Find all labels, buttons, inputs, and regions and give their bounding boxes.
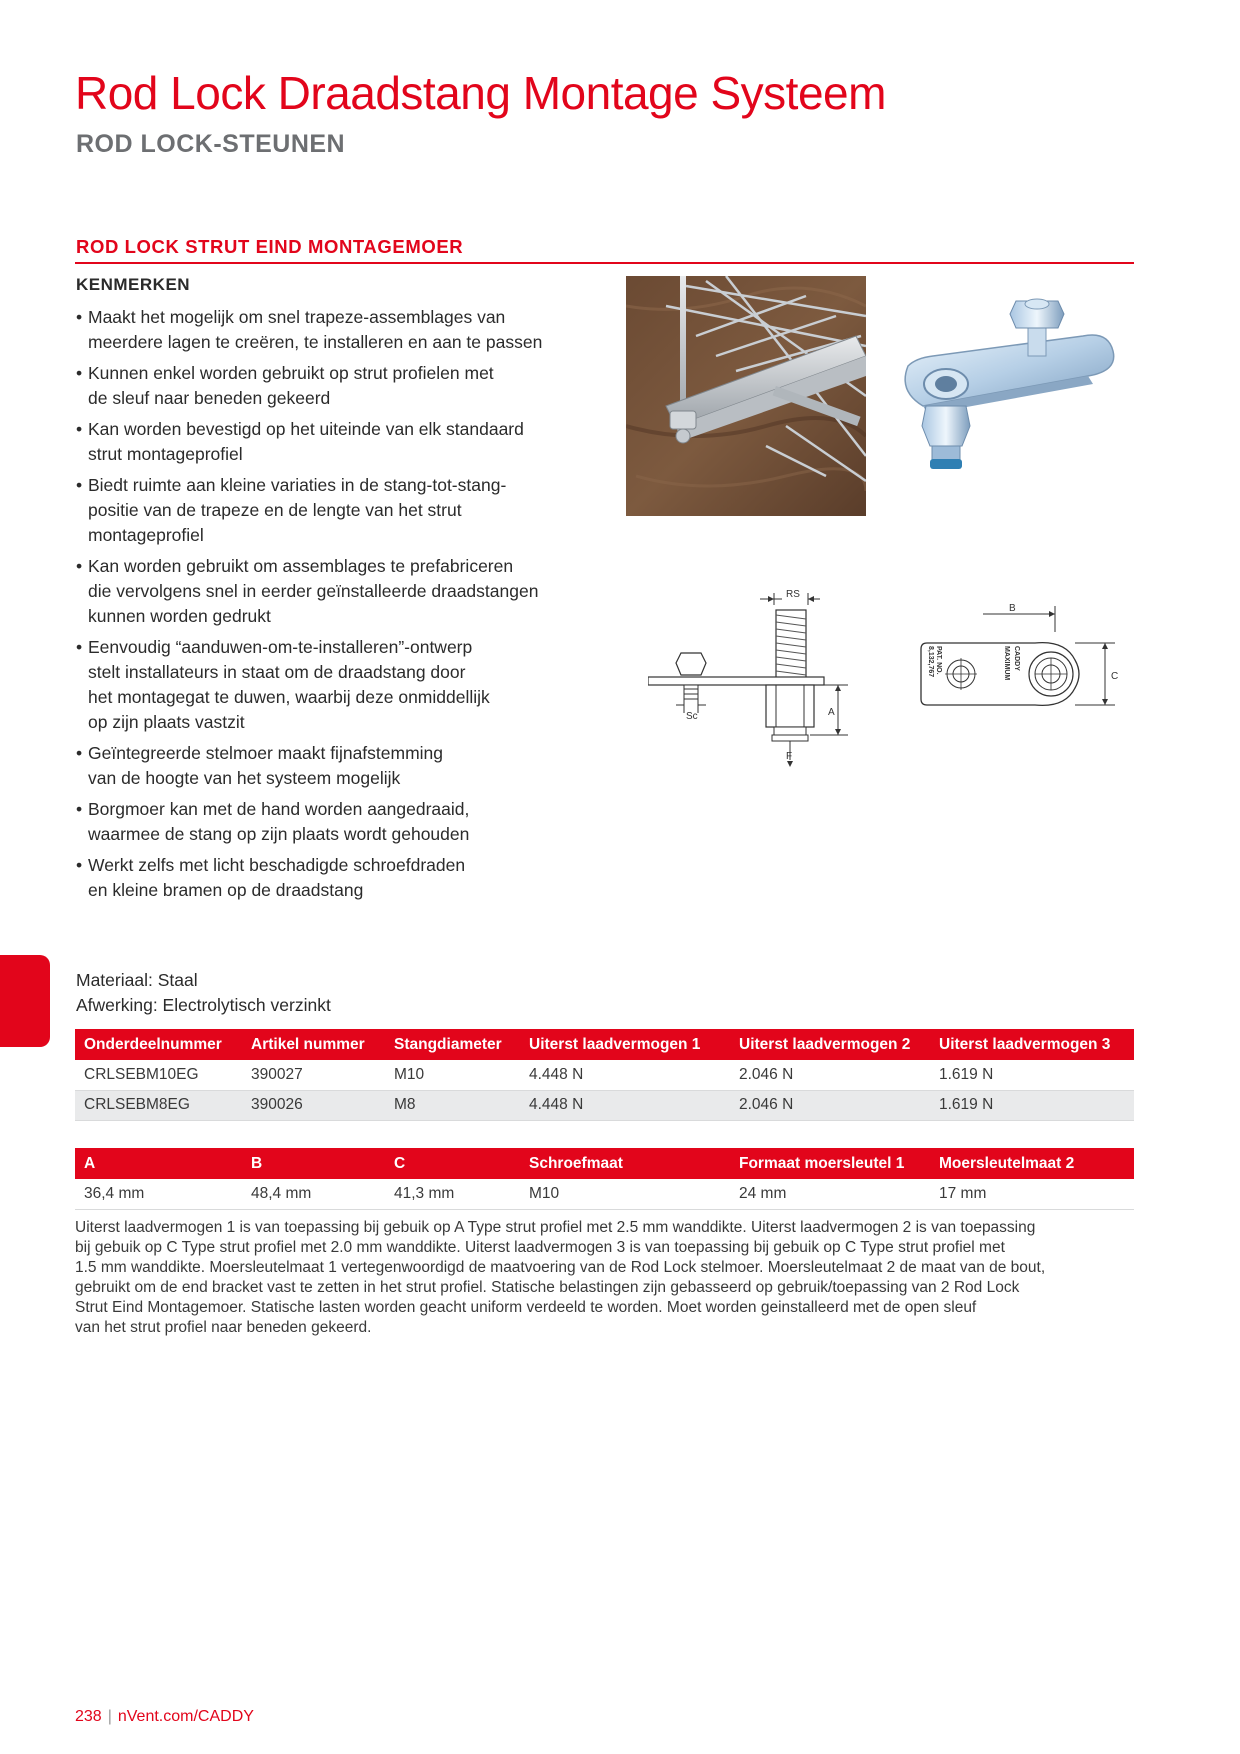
dimensions-table-cell: 41,3 mm bbox=[385, 1179, 520, 1209]
table-row bbox=[75, 1179, 1134, 1209]
feature-line: strut montageprofiel bbox=[88, 444, 243, 464]
product-table-cell: 2.046 N bbox=[730, 1060, 930, 1090]
footnote-line: gebruikt om de end bracket vast te zetten in het strut profiel. Statische belastingen zijn gebasseerd op gebruik/toepassing van 2 Rod Lock bbox=[75, 1279, 1020, 1296]
feature-line: Kan worden bevestigd op het uiteinde van elk standaard bbox=[88, 419, 524, 439]
feature-item bbox=[76, 305, 596, 355]
product-table-cell: CRLSEBM10EG bbox=[75, 1060, 242, 1090]
side-tab-marker bbox=[0, 955, 50, 1047]
footnote-line: Uiterst laadvermogen 1 is van toepassing bij gebuik op A Type strut profiel met 2.5 mm wanddikte. Uiterst laadvermogen 2 is van toepassing bbox=[75, 1219, 1036, 1236]
dimensions-table-cell: 48,4 mm bbox=[242, 1179, 385, 1209]
feature-item bbox=[76, 635, 596, 735]
footnote-line: Strut Eind Montagemoer. Statische lasten worden geacht uniform verdeeld te worden. Moet worden geinstalleerd met de open sleuf bbox=[75, 1299, 977, 1316]
product-table-header-cell: Uiterst laadvermogen 1 bbox=[520, 1029, 730, 1060]
feature-item bbox=[76, 797, 596, 847]
stamp-patent-number: 8,132,767 bbox=[927, 646, 934, 678]
dim-label-a: A bbox=[828, 707, 835, 718]
product-table-cell: 1.619 N bbox=[930, 1060, 1134, 1090]
product-table-header-cell: Artikel nummer bbox=[242, 1029, 385, 1060]
feature-line: positie van de trapeze en de lengte van het strut bbox=[88, 500, 462, 520]
features-list bbox=[76, 305, 596, 909]
section-divider bbox=[75, 262, 1134, 264]
dimensions-table-header-cell: Schroefmaat bbox=[520, 1148, 730, 1179]
dimensions-table-cell: 36,4 mm bbox=[75, 1179, 242, 1209]
feature-item bbox=[76, 853, 596, 903]
product-table-cell: 1.619 N bbox=[930, 1090, 1134, 1120]
product-table-cell: 4.448 N bbox=[520, 1060, 730, 1090]
table-row bbox=[75, 1090, 1134, 1120]
dim-label-f: F bbox=[786, 751, 793, 762]
side-view-drawing bbox=[648, 585, 848, 770]
footer-link[interactable]: nVent.com/CADDY bbox=[117, 1708, 254, 1725]
dimensions-table-header-cell: Moersleutelmaat 2 bbox=[930, 1148, 1134, 1179]
feature-line: Maakt het mogelijk om snel trapeze-assemblages van bbox=[88, 307, 506, 327]
material-text: Materiaal: Staal bbox=[76, 970, 198, 990]
dimensions-table-cell: 17 mm bbox=[930, 1179, 1134, 1209]
dimensions-table-header-cell: Formaat moersleutel 1 bbox=[730, 1148, 930, 1179]
table-row bbox=[75, 1060, 1134, 1090]
feature-line: Kan worden gebruikt om assemblages te prefabriceren bbox=[88, 556, 514, 576]
feature-item bbox=[76, 361, 596, 411]
footnote-line: 1.5 mm wanddikte. Moersleutelmaat 1 vertegenwoordigd de maatvoering van de Rod Lock stelmoer. Moersleutelmaat 2 de maat van de bout, bbox=[75, 1259, 1046, 1276]
dimensions-table-header-cell: A bbox=[75, 1148, 242, 1179]
dimensions-table-header-cell: B bbox=[242, 1148, 385, 1179]
feature-line: montageprofiel bbox=[88, 525, 204, 545]
feature-line: op zijn plaats vastzit bbox=[88, 712, 245, 732]
product-table-cell: 390027 bbox=[242, 1060, 385, 1090]
dimensions-table-cell: M10 bbox=[520, 1179, 730, 1209]
page-title: Rod Lock Draadstang Montage Systeem bbox=[75, 67, 886, 119]
product-table-cell: M8 bbox=[385, 1090, 520, 1120]
section-title: ROD LOCK STRUT EIND MONTAGEMOER bbox=[76, 236, 464, 257]
product-table-cell: 4.448 N bbox=[520, 1090, 730, 1120]
dimensions-table-header bbox=[75, 1148, 1134, 1179]
top-view-drawing bbox=[915, 600, 1125, 725]
stamp-maximum: MAXIMUM bbox=[1003, 646, 1010, 681]
product-table-header bbox=[75, 1029, 1134, 1060]
feature-line: van de hoogte van het systeem mogelijk bbox=[88, 768, 401, 788]
product-table-header-cell: Uiterst laadvermogen 3 bbox=[930, 1029, 1134, 1060]
dimensions-table-cell: 24 mm bbox=[730, 1179, 930, 1209]
product-table-cell: M10 bbox=[385, 1060, 520, 1090]
feature-line: het montagegat te duwen, waarbij deze onmiddellijk bbox=[88, 687, 490, 707]
features-heading: KENMERKEN bbox=[76, 275, 191, 294]
feature-line: Werkt zelfs met licht beschadigde schroefdraden bbox=[88, 855, 466, 875]
page-subtitle: ROD LOCK-STEUNEN bbox=[76, 130, 346, 158]
page-footer bbox=[75, 1708, 254, 1726]
feature-line: de sleuf naar beneden gekeerd bbox=[88, 388, 331, 408]
feature-item bbox=[76, 417, 596, 467]
product-table-header-cell: Stangdiameter bbox=[385, 1029, 520, 1060]
feature-line: kunnen worden gedrukt bbox=[88, 606, 271, 626]
feature-line: die vervolgens snel in eerder geïnstalleerde draadstangen bbox=[88, 581, 539, 601]
feature-item bbox=[76, 741, 596, 791]
feature-line: Geïntegreerde stelmoer maakt fijnafstemming bbox=[88, 743, 444, 763]
footnote-line: van het strut profiel naar beneden gekeerd. bbox=[75, 1319, 372, 1336]
feature-line: Kunnen enkel worden gebruikt op strut profielen met bbox=[88, 363, 494, 383]
dim-label-c: C bbox=[1111, 671, 1119, 682]
product-table-cell: CRLSEBM8EG bbox=[75, 1090, 242, 1120]
feature-item bbox=[76, 473, 596, 548]
product-table bbox=[75, 1029, 1134, 1121]
feature-line: Borgmoer kan met de hand worden aangedraaid, bbox=[88, 799, 470, 819]
feature-line: waarmee de stang op zijn plaats wordt gehouden bbox=[88, 824, 470, 844]
product-table-header-cell: Uiterst laadvermogen 2 bbox=[730, 1029, 930, 1060]
product-table-cell: 390026 bbox=[242, 1090, 385, 1120]
page-number: 238 bbox=[75, 1708, 102, 1725]
product-image bbox=[888, 296, 1138, 496]
stamp-patent-label: PAT. NO. bbox=[935, 646, 942, 675]
feature-item bbox=[76, 554, 596, 629]
dimensions-table bbox=[75, 1148, 1134, 1210]
product-table-header-cell: Onderdeelnummer bbox=[75, 1029, 242, 1060]
feature-line: meerdere lagen te creëren, te installeren en aan te passen bbox=[88, 332, 543, 352]
feature-line: Biedt ruimte aan kleine variaties in de stang-tot-stang- bbox=[88, 475, 507, 495]
footnote-line: bij gebuik op C Type strut profiel met 2.0 mm wanddikte. Uiterst laadvermogen 3 is van toepassing bij gebuik op C Type strut profiel met bbox=[75, 1239, 1005, 1256]
dimensions-table-header-cell: C bbox=[385, 1148, 520, 1179]
feature-line: en kleine bramen op de draadstang bbox=[88, 880, 364, 900]
dim-label-rs: RS bbox=[786, 589, 800, 600]
footer-separator: | bbox=[107, 1708, 112, 1725]
stamp-brand: CADDY bbox=[1013, 646, 1020, 671]
feature-line: stelt installateurs in staat om de draadstang door bbox=[88, 662, 466, 682]
feature-line: Eenvoudig “aanduwen-om-te-installeren”-ontwerp bbox=[88, 637, 473, 657]
footnote bbox=[75, 1218, 1135, 1338]
installation-photo bbox=[626, 276, 866, 516]
finish-text: Afwerking: Electrolytisch verzinkt bbox=[76, 995, 331, 1015]
dim-label-sc: Sc bbox=[686, 711, 698, 722]
dim-label-b: B bbox=[1009, 603, 1016, 614]
product-table-cell: 2.046 N bbox=[730, 1090, 930, 1120]
